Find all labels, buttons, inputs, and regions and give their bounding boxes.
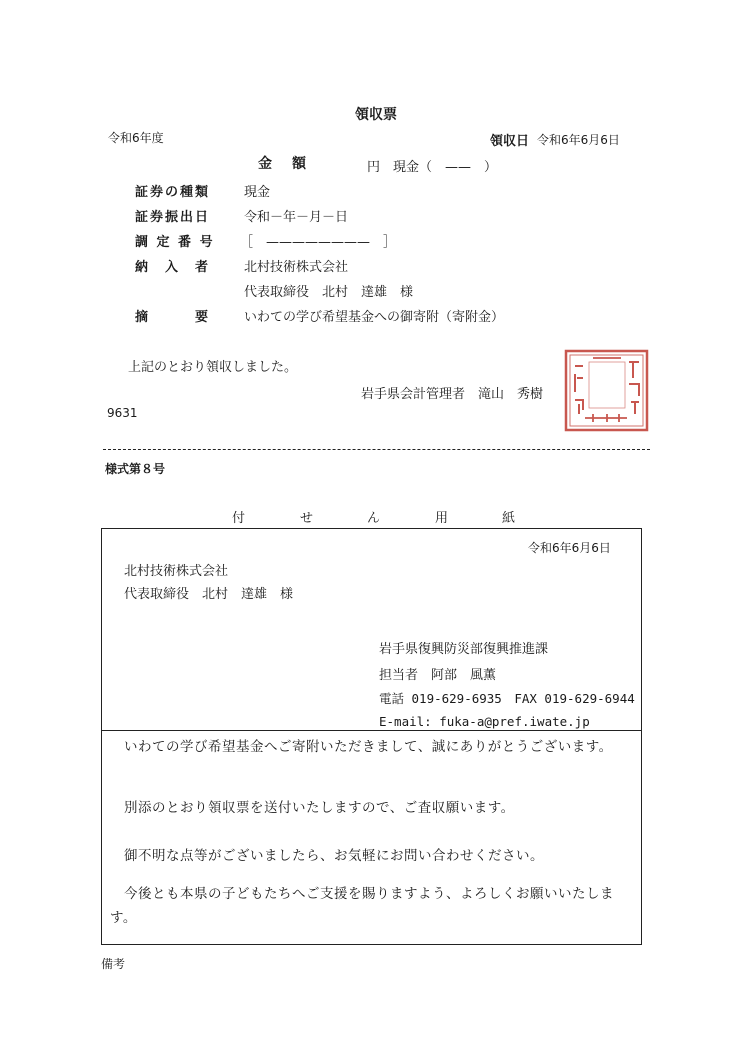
fusen-recipient-person: 代表取締役 北村 達雄 様: [124, 587, 294, 602]
fusen-message-3: 御不明な点等がございましたら、お気軽にお問い合わせください。: [110, 848, 544, 864]
field-value-payer-company: 北村技術株式会社: [244, 260, 349, 275]
field-value-payer-person: 代表取締役 北村 達雄 様: [244, 285, 414, 300]
field-value-issue-date: 令和－年－月－日: [244, 210, 349, 225]
fusen-date: 令和6年6月6日: [528, 541, 611, 555]
fusen-message-1: いわての学び希望基金へご寄附いただきまして、誠にありがとうございます。: [110, 739, 613, 755]
receipt-title: 領収票: [355, 107, 397, 123]
fiscal-year: 令和6年度: [108, 131, 164, 145]
fusen-sender-person: 担当者 阿部 風薫: [379, 668, 497, 683]
fusen-title-char-1: 付: [232, 511, 246, 526]
field-label-payer: 納 入 者: [135, 260, 211, 275]
fusen-message-4: 今後とも本県の子どもたちへご支援を賜りますよう、よろしくお願いいたします。: [110, 886, 614, 926]
receipt-statement: 上記のとおり領収しました。: [128, 360, 298, 375]
fusen-message-2: 別添のとおり領収票を送付いたしますので、ご査収願います。: [110, 800, 515, 816]
official-seal-icon: [563, 348, 650, 433]
fusen-sender-dept: 岩手県復興防災部復興推進課: [379, 642, 549, 657]
field-label-issue-date: 証券振出日: [135, 210, 211, 225]
fusen-sender-email: E-mail: fuka-a@pref.iwate.jp: [379, 714, 590, 729]
field-label-assessment-number: 調 定 番 号: [135, 235, 215, 250]
amount-cash: 現金（ —— ）: [393, 160, 498, 175]
field-label-security-type: 証券の種類: [135, 185, 211, 200]
cut-line: [103, 449, 650, 450]
receipt-date: 令和6年6月6日: [537, 133, 620, 147]
receipt-number: 9631: [107, 406, 138, 420]
form-number: 様式第８号: [105, 462, 166, 476]
remarks-label: 備考: [101, 957, 126, 971]
fusen-title-char-3: ん: [367, 511, 381, 526]
amount-unit: 円: [367, 160, 381, 175]
fusen-title-char-2: せ: [300, 511, 314, 526]
fusen-divider: [101, 730, 642, 731]
fusen-title-char-5: 紙: [502, 511, 516, 526]
issuer-name: 岩手県会計管理者 滝山 秀樹: [361, 387, 544, 402]
fusen-title-char-4: 用: [435, 511, 449, 526]
fusen-recipient-company: 北村技術株式会社: [124, 564, 229, 579]
field-value-summary: いわての学び希望基金への御寄附（寄附金）: [244, 310, 505, 325]
field-label-summary: 摘 要: [135, 310, 211, 325]
fusen-sender-phone: 電話 019-629-6935 FAX 019-629-6944: [379, 691, 635, 706]
amount-label: 金 額: [258, 156, 309, 172]
field-value-security-type: 現金: [244, 185, 271, 200]
receipt-date-label: 領収日: [490, 134, 530, 149]
field-value-assessment-number: ［ ———————— ］: [240, 235, 397, 250]
